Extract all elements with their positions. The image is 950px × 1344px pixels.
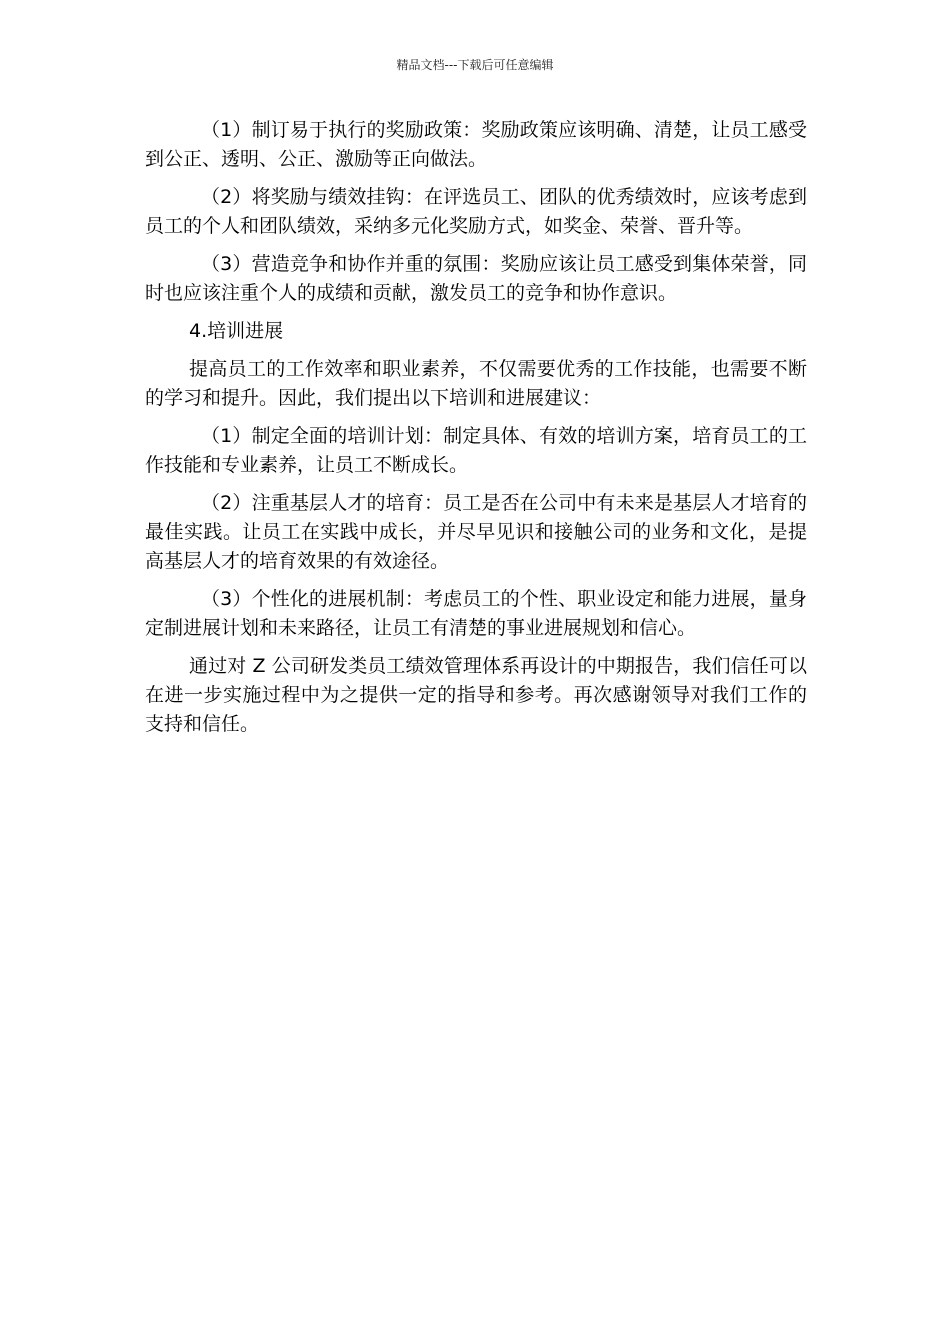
paragraph-grassroots-talent: （2）注重基层人才的培育：员工是否在公司中有未来是基层人才培育的最佳实践。让员工在实践中成长，并尽早见识和接触公司的业务和文化，是提高基层人才的培育效果的有效途径。 — [145, 492, 807, 572]
document-body — [145, 116, 807, 748]
section-heading-training: 4.培训进展 — [189, 320, 284, 342]
paragraph-reward-performance: （2）将奖励与绩效挂钩：在评选员工、团队的优秀绩效时，应该考虑到员工的个人和团队绩效，采纳多元化奖励方式，如奖金、荣誉、晋升等。 — [145, 186, 807, 237]
paragraph-training-intro: 提高员工的工作效率和职业素养，不仅需要优秀的工作技能，也需要不断的学习和提升。因此，我们提出以下培训和进展建议： — [145, 358, 807, 409]
page-header: 精品文档---下载后可任意编辑 — [396, 58, 554, 72]
paragraph-reward-policy: （1）制订易于执行的奖励政策：奖励政策应该明确、清楚，让员工感受到公正、透明、公正、激励等正向做法。 — [145, 119, 807, 170]
paragraph-training-plan: （1）制定全面的培训计划：制定具体、有效的培训方案，培育员工的工作技能和专业素养，让员工不断成长。 — [145, 425, 807, 476]
paragraph-competition-cooperation: （3）营造竞争和协作并重的氛围：奖励应该让员工感受到集体荣誉，同时也应该注重个人的成绩和贡献，激发员工的竞争和协作意识。 — [145, 253, 807, 304]
paragraph-conclusion: 通过对 Z 公司研发类员工绩效管理体系再设计的中期报告，我们信任可以在进一步实施过程中为之提供一定的指导和参考。再次感谢领导对我们工作的支持和信任。 — [145, 655, 807, 735]
paragraph-personalized-mechanism: （3）个性化的进展机制：考虑员工的个性、职业设定和能力进展，量身定制进展计划和未来路径，让员工有清楚的事业进展规划和信心。 — [145, 588, 807, 639]
